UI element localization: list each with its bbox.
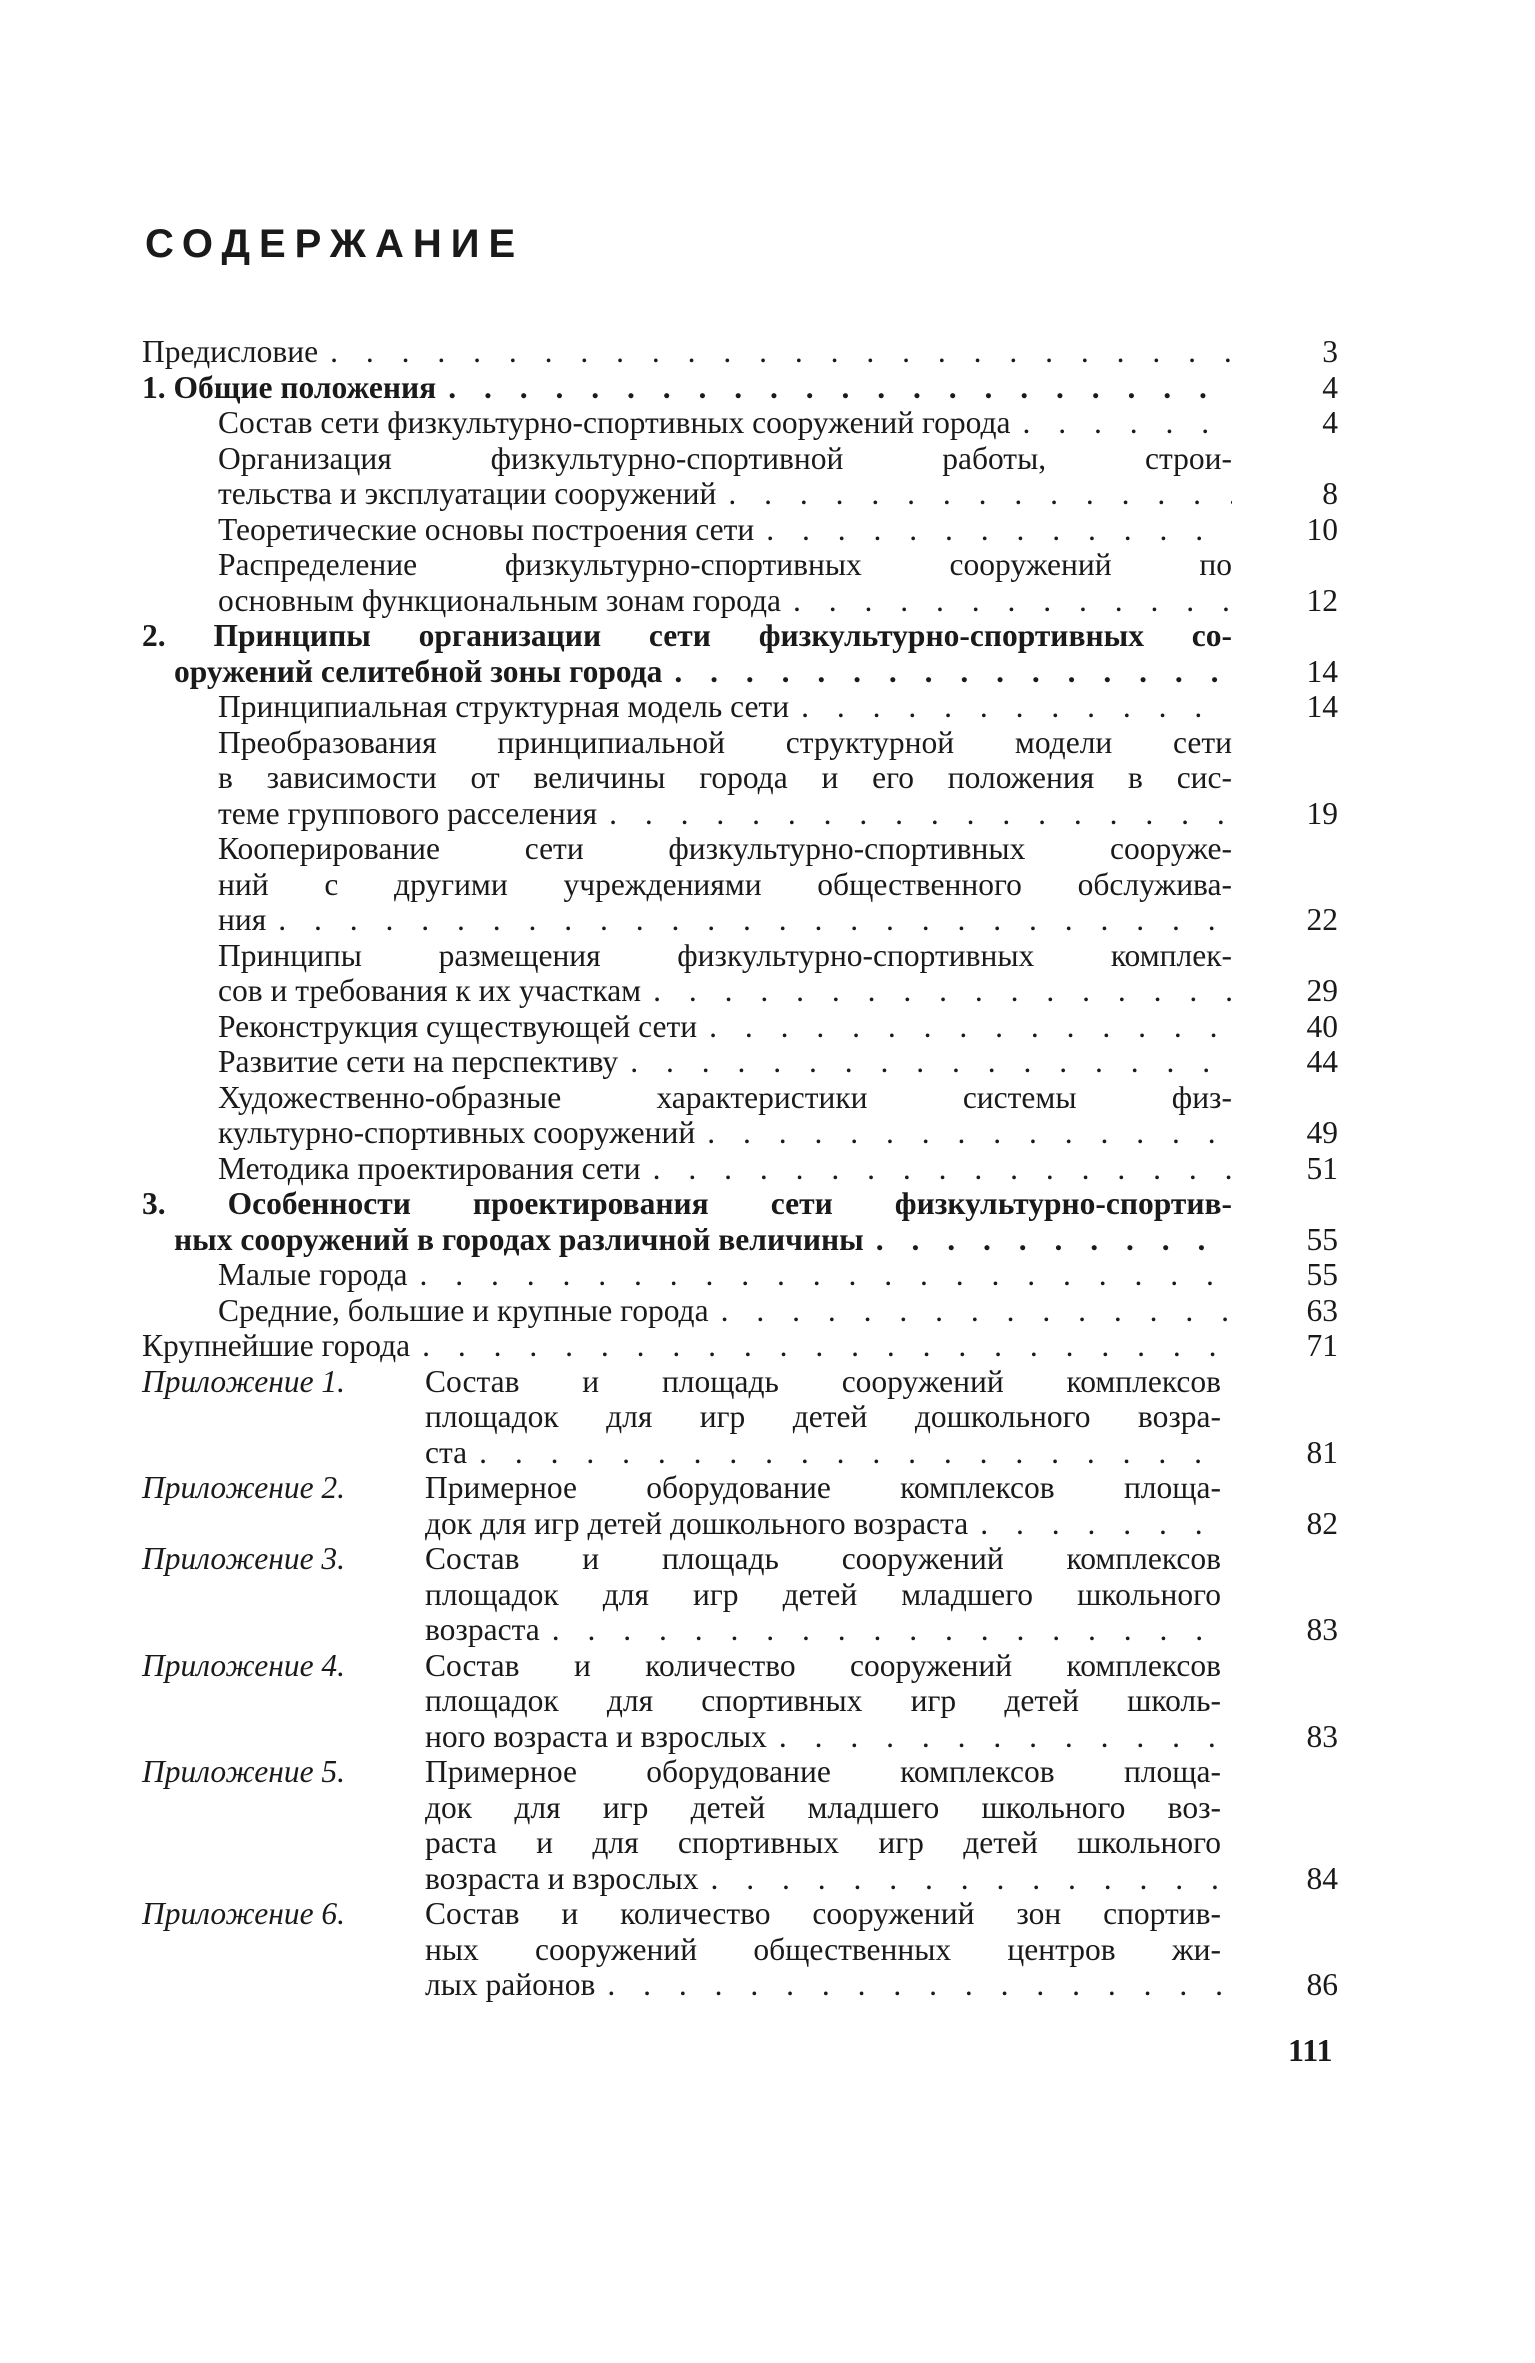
appendix-entry[interactable] [142, 1541, 1338, 1648]
toc-entry-text: Состав сети физкультурно-спортивных сооружений города [218, 405, 1011, 440]
toc-entry-line [142, 1328, 1232, 1364]
appendix-entry[interactable] [142, 1896, 1338, 2003]
toc-page-number: 4 [1322, 405, 1338, 440]
toc-entry-text: Средние, большие и крупные города [218, 1292, 709, 1328]
toc-page-number: 40 [1306, 1008, 1338, 1044]
toc-page-number: 63 [1306, 1292, 1338, 1328]
toc-entry[interactable] [142, 547, 1338, 618]
toc-entry[interactable] [142, 441, 1338, 512]
toc-page-number: 83 [1306, 1612, 1338, 1647]
toc-entry[interactable] [142, 334, 1338, 370]
leader-dots [697, 1009, 1232, 1045]
toc-entry-line: площадок для игр детей младшего школьного [425, 1576, 1221, 1612]
toc-entry-line: Примерное оборудование комплексов площа- [425, 1470, 1221, 1505]
toc-entry-line [142, 334, 1232, 370]
toc-entry-line [142, 654, 1232, 690]
toc-page-number: 51 [1306, 1150, 1338, 1186]
toc-entry-line: Примерное оборудование комплексов площа- [425, 1754, 1221, 1789]
toc-entry-line: раста и для спортивных игр детей школьного [425, 1825, 1221, 1860]
leader-dots [408, 1257, 1233, 1293]
toc-page-number: 29 [1306, 973, 1338, 1008]
toc-entry-text: Предисловие [142, 334, 319, 369]
toc-entry-line: 2. Принципы организации сети физкультурно-спортивных со- [142, 618, 1232, 653]
toc-entry[interactable] [142, 618, 1338, 689]
leader-dots [597, 796, 1232, 832]
toc-entry[interactable] [142, 1151, 1338, 1187]
toc-entry-text: возраста и взрослых [425, 1860, 699, 1896]
toc-page-number: 84 [1306, 1860, 1338, 1896]
toc-page-number: 10 [1306, 511, 1338, 547]
toc-entry-line [425, 1435, 1221, 1471]
toc-entry-line [218, 1151, 1232, 1187]
leader-dots [618, 1044, 1232, 1080]
toc-entry-text: Принципиальная структурная модель сети [218, 689, 790, 724]
leader-dots [695, 1115, 1232, 1151]
appendix-entry[interactable] [142, 1470, 1338, 1541]
toc-entry-line: ний с другими учреждениями общественного обслужива- [218, 866, 1232, 902]
appendix-entry[interactable] [142, 1648, 1338, 1755]
toc-entry-text: 1. Общие положения [142, 369, 437, 405]
leader-dots [641, 973, 1232, 1009]
appendix-label: Приложение 1. [142, 1363, 346, 1399]
leader-dots [595, 1967, 1221, 2003]
toc-entry[interactable] [142, 370, 1338, 406]
toc-entry[interactable] [142, 938, 1338, 1009]
toc-page-number: 4 [1322, 369, 1338, 405]
appendix-entry[interactable] [142, 1364, 1338, 1471]
leader-dots [467, 1435, 1221, 1471]
toc-entry-line [218, 689, 1232, 725]
toc-entry-line [425, 1861, 1221, 1897]
toc-entry-line [218, 902, 1232, 938]
leader-dots [789, 689, 1232, 725]
toc-entry-line [218, 1293, 1232, 1329]
toc-entry-line: Кооперирование сети физкультурно-спортивных сооруже- [218, 831, 1232, 866]
leader-dots [410, 1328, 1232, 1364]
toc-entry-line [218, 1044, 1232, 1080]
toc-page-number: 86 [1306, 1967, 1338, 2002]
toc-entry-line: Принципы размещения физкультурно-спортивных комплек- [218, 937, 1232, 973]
toc-page-number: 55 [1306, 1221, 1338, 1257]
toc-entry[interactable] [142, 725, 1338, 832]
toc-entry-text: Теоретические основы построения сети [218, 511, 755, 547]
toc-entry-line [218, 476, 1232, 512]
toc-page-number: 82 [1306, 1505, 1338, 1541]
toc-page-number: 14 [1306, 689, 1338, 724]
toc-page-number: 81 [1306, 1434, 1338, 1470]
leader-dots [716, 476, 1232, 512]
leader-dots [540, 1612, 1221, 1648]
toc-entry[interactable] [142, 1328, 1338, 1364]
toc-entry[interactable] [142, 1009, 1338, 1045]
toc-page-number: 12 [1306, 582, 1338, 618]
toc-entry-line: Распределение физкультурно-спортивных сооружений по [218, 547, 1232, 582]
leader-dots [709, 1293, 1232, 1329]
toc-entry-line [218, 405, 1232, 441]
appendix-label: Приложение 5. [142, 1754, 346, 1789]
toc-entry[interactable] [142, 1293, 1338, 1329]
toc-entry-text: ния [218, 902, 267, 937]
toc-entry-line: Художественно-образные характеристики системы физ- [218, 1079, 1232, 1115]
table-of-contents [142, 334, 1338, 2003]
appendix-label: Приложение 6. [142, 1896, 346, 1931]
appendix-entry[interactable] [142, 1754, 1338, 1896]
toc-page-number: 71 [1306, 1328, 1338, 1363]
toc-entry-text: Реконструкция существующей сети [218, 1008, 698, 1044]
toc-entry-text: ного возраста и взрослых [425, 1718, 767, 1754]
toc-entry-line: Преобразования принципиальной структурной модели сети [218, 724, 1232, 760]
toc-entry[interactable] [142, 512, 1338, 548]
leader-dots [767, 1719, 1221, 1755]
toc-entry-line: ных сооружений общественных центров жи- [425, 1931, 1221, 1967]
toc-entry-line [425, 1719, 1221, 1755]
toc-entry-line [218, 1009, 1232, 1045]
toc-entry[interactable] [142, 1080, 1338, 1151]
toc-entry-text: лых районов [425, 1967, 596, 2002]
toc-entry-line: Состав и площадь сооружений комплексов [425, 1541, 1221, 1576]
toc-entry[interactable] [142, 1186, 1338, 1257]
toc-page-number: 83 [1306, 1718, 1338, 1754]
appendix-label: Приложение 4. [142, 1647, 346, 1683]
leader-dots [266, 902, 1232, 938]
toc-entry-text: Развитие сети на перспективу [218, 1044, 619, 1079]
toc-entry-text: культурно-спортивных сооружений [218, 1115, 696, 1150]
toc-entry-line [218, 973, 1232, 1009]
toc-entry-line [218, 583, 1232, 619]
toc-entry-line: Состав и количество сооружений комплексов [425, 1647, 1221, 1683]
toc-entry-line: 3. Особенности проектирования сети физкультурно-спортив- [142, 1186, 1232, 1221]
appendix-label: Приложение 3. [142, 1541, 346, 1576]
toc-entry-line [425, 1506, 1221, 1542]
toc-page-number: 22 [1306, 902, 1338, 937]
toc-entry-line: док для игр детей младшего школьного воз- [425, 1789, 1221, 1825]
leader-dots [641, 1151, 1232, 1187]
toc-entry-text: Малые города [218, 1257, 408, 1292]
leader-dots [662, 654, 1232, 690]
toc-entry-line [425, 1967, 1221, 2003]
leader-dots [318, 334, 1232, 370]
toc-entry-text: ста [425, 1434, 468, 1470]
toc-entry-text: сов и требования к их участкам [218, 973, 642, 1008]
toc-entry-line [142, 1222, 1232, 1258]
toc-entry[interactable] [142, 831, 1338, 938]
toc-entry-line [218, 512, 1232, 548]
toc-entry-line: площадок для игр детей дошкольного возра- [425, 1399, 1221, 1434]
toc-entry-line: Состав и площадь сооружений комплексов [425, 1363, 1221, 1399]
leader-dots [436, 370, 1232, 406]
toc-entry-line: площадок для спортивных игр детей школь- [425, 1683, 1221, 1718]
toc-entry-text: ных сооружений в городах различной величины [174, 1221, 864, 1257]
page-title: СОДЕРЖАНИЕ [145, 222, 525, 266]
toc-page-number: 19 [1306, 795, 1338, 831]
toc-entry-line: в зависимости от величины города и его положения в сис- [218, 760, 1232, 795]
page-number: 111 [1288, 2032, 1333, 2068]
toc-page-number: 14 [1306, 653, 1338, 689]
appendix-label: Приложение 2. [142, 1470, 346, 1505]
toc-entry-text: док для игр детей дошкольного возраста [425, 1505, 969, 1541]
leader-dots [754, 512, 1232, 548]
toc-entry-text: основным функциональным зонам города [218, 582, 782, 618]
toc-page-number: 55 [1306, 1257, 1338, 1292]
toc-page-number: 49 [1306, 1115, 1338, 1150]
toc-entry-text: оружений селитебной зоны города [174, 653, 663, 689]
toc-entry-line [425, 1612, 1221, 1648]
leader-dots [968, 1506, 1221, 1542]
toc-entry[interactable] [142, 689, 1338, 725]
toc-entry-line: Организация физкультурно-спортивной работы, строи- [218, 440, 1232, 476]
toc-entry[interactable] [142, 1044, 1338, 1080]
toc-entry-text: теме группового расселения [218, 795, 598, 831]
toc-entry-line [218, 1115, 1232, 1151]
toc-entry-line [218, 796, 1232, 832]
toc-page-number: 44 [1306, 1044, 1338, 1079]
toc-entry-text: тельства и эксплуатации сооружений [218, 476, 717, 511]
toc-entry-text: Методика проектирования сети [218, 1150, 641, 1186]
toc-entry-line [142, 370, 1232, 406]
toc-entry-text: Крупнейшие города [142, 1328, 411, 1363]
toc-page-number: 8 [1322, 476, 1338, 511]
toc-page-number: 3 [1322, 334, 1338, 369]
toc-entry[interactable] [142, 405, 1338, 441]
toc-entry-text: возраста [425, 1612, 540, 1647]
toc-entry[interactable] [142, 1257, 1338, 1293]
leader-dots [781, 583, 1232, 619]
toc-entry-line [218, 1257, 1232, 1293]
leader-dots [699, 1861, 1221, 1897]
leader-dots [864, 1222, 1232, 1258]
leader-dots [1011, 405, 1233, 441]
toc-entry-line: Состав и количество сооружений зон спортив- [425, 1896, 1221, 1931]
